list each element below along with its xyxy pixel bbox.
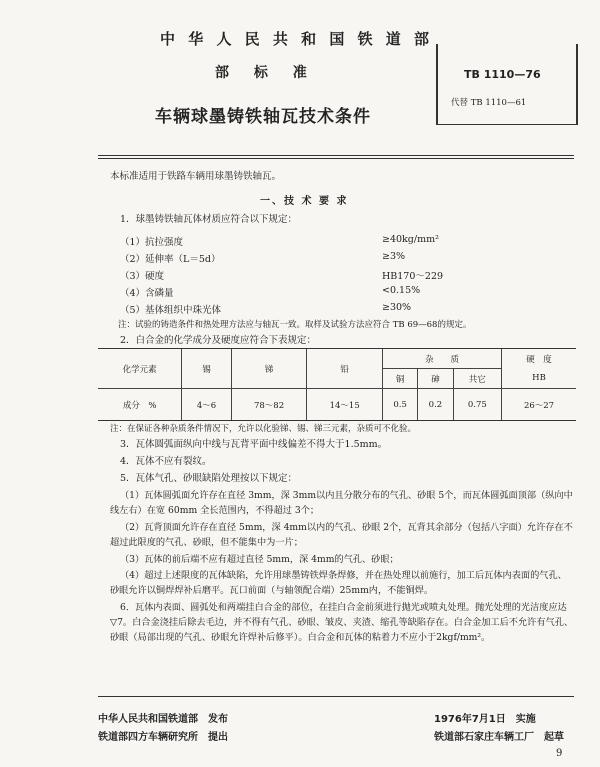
table-cell: 78～82	[231, 389, 307, 421]
table-header-impurity: 杂 质	[383, 349, 502, 369]
clause-6: 6．瓦体内表面、圆弧处和两端挂白合金的部位，在挂白合金前须进行抛光或喷丸处理。抛光处理的光洁度应达▽7。白合金浇挂后除去毛边，并不得有气孔、砂眼、皱皮、夹渣、缩孔等缺陷存在。白合金加工后不允许有气孔、砂眼（局部出现的气孔、砂眼允许焊补后修平）。白合金和瓦体的粘着力不应小于2kgf/mm²。	[110, 602, 574, 643]
req-label: （4）含磷量	[120, 288, 174, 299]
req-label: （3）硬度	[120, 271, 165, 282]
req-label: （1）抗拉强度	[120, 237, 184, 248]
table-header-hardness: 硬 度	[502, 349, 576, 369]
ministry-name: 中 华 人 民 共 和 国 铁 道 部	[160, 30, 434, 48]
table-header-lead: 铅	[307, 349, 383, 389]
table-header-copper: 铜	[383, 369, 418, 389]
standard-code: TB 1110—76	[464, 68, 541, 81]
req-label: （5）基体组织中珠光体	[120, 305, 222, 316]
req-value: <0.15%	[382, 285, 421, 296]
standard-label: 部 标 准	[215, 65, 317, 81]
table-cell: 26～27	[502, 389, 576, 421]
table-cell: 0.5	[383, 389, 418, 421]
document-title: 车辆球墨铸铁轴瓦技术条件	[155, 107, 371, 127]
header-rule-bottom	[98, 158, 574, 159]
req-value: ≥3%	[382, 251, 406, 262]
table-header-other: 共它	[453, 369, 501, 389]
clause-5-2: （2）瓦背顶面允许存在直径 5mm，深 4mm以内的气孔、砂眼 2个，瓦背其余部分（包括八字面）允许存在不超过此限度的气孔、砂眼，但不能集中为一片；	[110, 522, 573, 548]
table-cell: 0.75	[453, 389, 501, 421]
standard-code-box	[436, 44, 578, 125]
table-header-antimony: 锑	[231, 349, 307, 389]
req-value: ≥30%	[382, 302, 412, 313]
clause-5-3: （3）瓦体的前后端不应有超过直径 5mm，深 4mm的气孔、砂眼；	[120, 554, 399, 565]
item1-heading: 1．球墨铸铁轴瓦体材质应符合以下规定：	[120, 214, 298, 225]
table-row-label: 成分 %	[98, 389, 182, 421]
table-cell: 0.2	[418, 389, 453, 421]
intro-text: 本标准适用于铁路车辆用球墨铸铁轴瓦。	[110, 171, 282, 182]
req-value: HB170～229	[382, 271, 444, 282]
footer-rule	[98, 696, 574, 697]
item-3: 3．瓦体圆弧面纵向中线与瓦背平面中线偏差不得大于1.5mm。	[120, 439, 388, 450]
clause-5-1: （1）瓦体圆弧面允许存在直径 3mm，深 3mm以内且分散分布的气孔、砂眼 5个，而瓦体圆弧面顶部（纵向中线左右）在宽 60mm 全长范围内，不得超过 3个；	[110, 490, 573, 516]
req-value: ≥40kg/mm²	[382, 234, 439, 245]
issuer: 中华人民共和国铁道部 发布	[98, 714, 228, 725]
table-header-tin: 锡	[182, 349, 231, 389]
drafting-factory: 铁道部石家庄车辆工厂 起草	[434, 732, 564, 743]
clause-5-4: （4）超过上述限度的瓦体缺陷，允许用球墨铸铁焊条焊修，并在热处理以前施行，加工后瓦体内表面的气孔、砂眼允许以铜焊焊补后磨平。瓦口前面（与轴领配合端）25mm内，不能铜焊。	[110, 570, 567, 596]
composition-table	[98, 348, 576, 421]
section-title: 一、技 术 要 求	[260, 196, 349, 207]
req-label: （2）延伸率（L＝5d）	[120, 254, 221, 265]
replaces-code: 代替 TB 1110—61	[451, 98, 527, 108]
item2-note: 注：在保证各种杂质条件情况下，允许以化验锑、锡、锑三元素，杂质可不化验。	[110, 424, 417, 434]
item-5: 5．瓦体气孔、砂眼缺陷处理按以下规定：	[120, 473, 298, 484]
table-cell: 4～6	[182, 389, 231, 421]
item1-note: 注：试验的铸造条件和热处理方法应与轴瓦一致。取样及试验方法应符合 TB 69—68的规定。	[118, 320, 472, 330]
item-4: 4．瓦体不应有裂纹。	[120, 456, 212, 467]
drafter: 铁道部四方车辆研究所 提出	[98, 732, 228, 743]
effective-date: 1976年7月1日 实施	[434, 714, 536, 725]
page-number: 9	[556, 748, 563, 759]
table-cell: 14～15	[307, 389, 383, 421]
table-header-hb: HB	[502, 369, 576, 389]
item2-heading: 2．白合金的化学成分及硬度应符合下表规定：	[120, 335, 317, 346]
table-header-arsenic: 砷	[418, 369, 453, 389]
table-header-element: 化学元素	[98, 349, 182, 389]
header-rule-top	[98, 155, 574, 156]
